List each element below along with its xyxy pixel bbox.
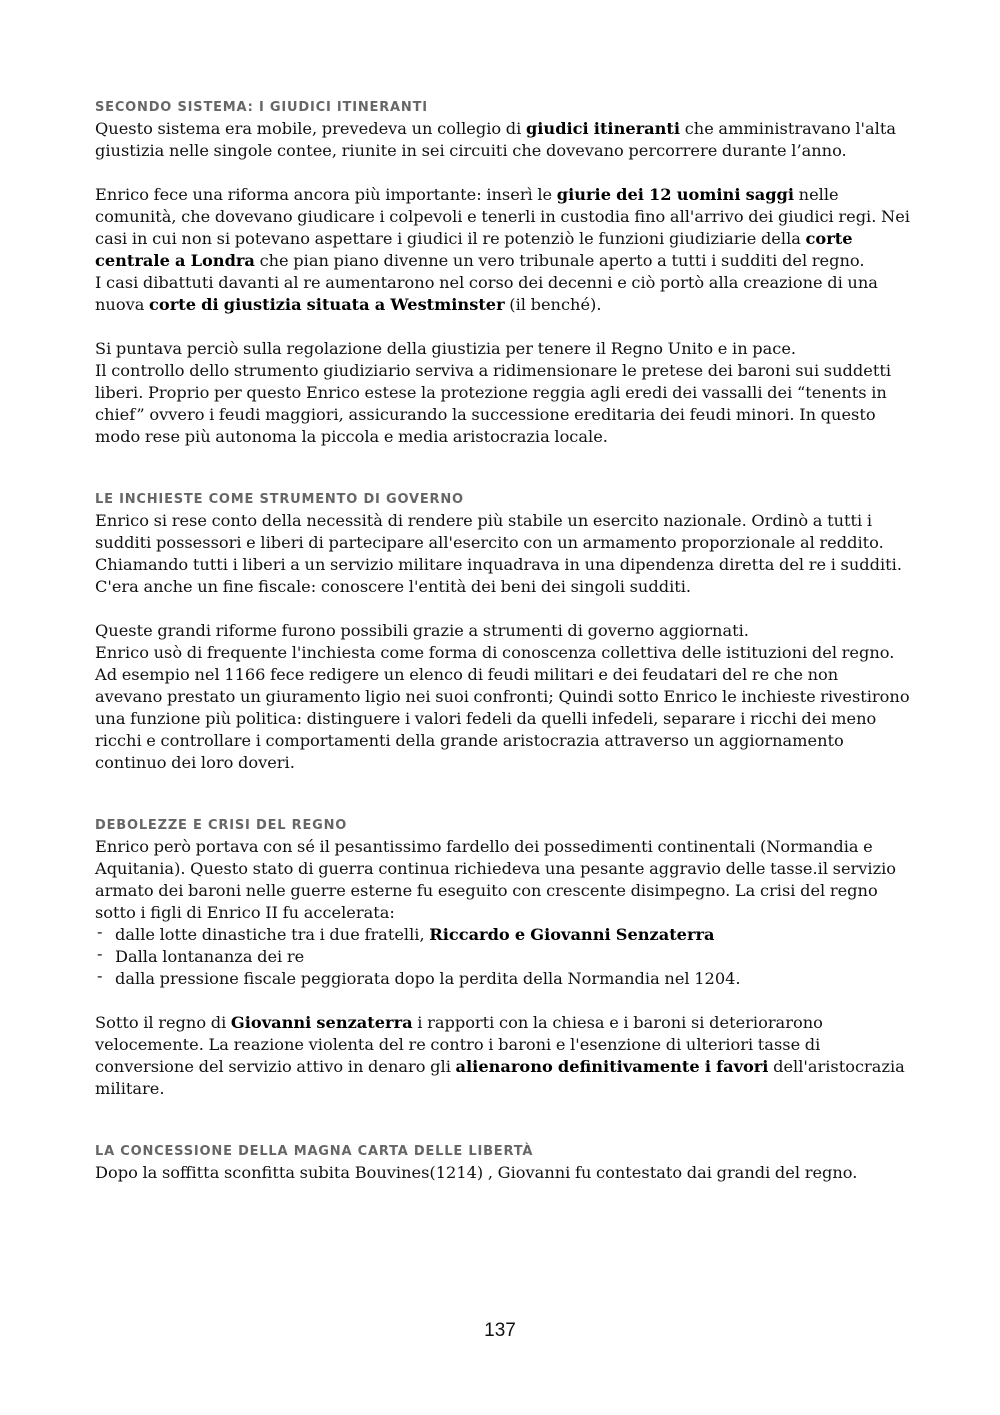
paragraph: Si puntava perciò sulla regolazione della giustizia per tenere il Regno Unito e in pace. — [95, 339, 797, 358]
section-heading: SECONDO SISTEMA: I GIUDICI ITINERANTI — [95, 100, 428, 115]
paragraph: Dopo la soffitta sconfitta subita Bouvines(1214) , Giovanni fu contestato dai grandi del regno. — [95, 1163, 858, 1182]
paragraph — [95, 184, 910, 272]
paragraph: Chiamando tutti i liberi a un servizio militare inquadrava in una dipendenza diretta del re i sudditi. C'era anche un fine fiscale: conoscere l'entità dei beni dei singoli sudditi. — [95, 555, 903, 596]
bold-term: Riccardo e Giovanni Senzaterra — [429, 925, 715, 944]
list-item — [95, 968, 910, 990]
text-run: (il benché). — [504, 295, 602, 314]
text-run: che amministravano l'alta giustizia nelle singole contee, riunite in sei circuiti che dovevano percorrere durante l’anno. — [95, 119, 896, 160]
text-run: I casi dibattuti davanti al re aumentarono nel corso dei decenni e ciò portò alla creazione di una nuova — [95, 273, 878, 314]
paragraph: Enrico usò di frequente l'inchiesta come forma di conoscenza collettiva delle istituzioni del regno. Ad esempio nel 1166 fece redigere un elenco di feudi militari e dei feudatari del re che non avevano prestato un giuramento ligio nei suoi confronti; Quindi sotto Enrico le inchieste rivestirono una funzione più politica: distinguere i valori fedeli da quelli infedeli, separare i ricchi dei meno ricchi e controllare i comportamenti della grande aristocrazia attraverso un aggiornamento continuo dei loro doveri. — [95, 643, 910, 772]
list-item — [95, 924, 910, 946]
paragraph: Il controllo dello strumento giudiziario serviva a ridimensionare le pretese dei baroni sui suddetti liberi. Proprio per questo Enrico estese la protezione reggia agli eredi dei vassalli dei “tenents in chief” ovvero i feudi maggiori, assicurando la successione ereditaria dei feudi minori. In questo modo rese più autonoma la piccola e media aristocrazia locale. — [95, 361, 892, 446]
text-run: dalla pressione fiscale peggiorata dopo la perdita della Normandia nel 1204. — [115, 969, 741, 988]
bold-term: giudici itineranti — [525, 119, 681, 138]
bold-term: Giovanni senzaterra — [230, 1013, 413, 1032]
section-inchieste — [95, 492, 910, 774]
text-run: Sotto il regno di — [95, 1013, 231, 1032]
text-run: nelle comunità, che dovevano giudicare i colpevoli e tenerli in custodia fino all'arrivo dei giudici regi. Nei casi in cui non si potevano aspettare i giudici il re potenziò le funzioni giudiziarie della — [95, 185, 910, 248]
paragraph: Queste grandi riforme furono possibili grazie a strumenti di governo aggiornati. — [95, 621, 749, 640]
text-run: dell'aristocrazia militare. — [95, 1057, 905, 1098]
bullet-list — [95, 924, 910, 990]
paragraph: Enrico però portava con sé il pesantissimo fardello dei possedimenti continentali (Normandia e Aquitania). Questo stato di guerra continua richiedeva una pesante aggravio delle tasse.il servizio armato dei baroni nelle guerre esterne fu eseguito con crescente disimpegno. La crisi del regno sotto i figli di Enrico II fu accelerata: — [95, 837, 897, 922]
section-magna-carta — [95, 1144, 910, 1184]
paragraph — [95, 1012, 910, 1100]
section-heading: DEBOLEZZE E CRISI DEL REGNO — [95, 818, 348, 833]
section-heading: LE INCHIESTE COME STRUMENTO DI GOVERNO — [95, 492, 464, 507]
text-run: Questo sistema era mobile, prevedeva un collegio di — [95, 119, 526, 138]
text-run: che pian piano divenne un vero tribunale aperto a tutti i sudditi del regno. — [254, 251, 865, 270]
paragraph — [95, 272, 910, 316]
text-run: i rapporti con la chiesa e i baroni si deteriorarono velocemente. La reazione violenta del re contro i baroni e l'esenzione di ulteriori tasse di conversione del servizio attivo in denaro gli — [95, 1013, 823, 1076]
bold-term: alienarono definitivamente i favori — [455, 1057, 769, 1076]
text-run: dalle lotte dinastiche tra i due fratelli, — [115, 925, 430, 944]
page-number: 137 — [484, 1320, 516, 1341]
text-run: Dalla lontananza dei re — [115, 947, 305, 966]
document-page — [95, 100, 910, 1184]
bold-term: corte di giustizia situata a Westminster — [149, 295, 505, 314]
paragraph: Enrico si rese conto della necessità di rendere più stabile un esercito nazionale. Ordinò a tutti i sudditi possessori e liberi di partecipare all'esercito con un armamento proporzionale al reddito. — [95, 511, 884, 552]
section-giudici-itineranti — [95, 100, 910, 448]
list-item — [95, 946, 910, 968]
paragraph — [95, 118, 910, 162]
bold-term: corte centrale a Londra — [95, 229, 853, 270]
text-run: Enrico fece una riforma ancora più importante: inserì le — [95, 185, 557, 204]
bold-term: giurie dei 12 uomini saggi — [556, 185, 794, 204]
section-heading: LA CONCESSIONE DELLA MAGNA CARTA DELLE LIBERTÀ — [95, 1144, 534, 1159]
section-debolezze-crisi — [95, 818, 910, 1100]
